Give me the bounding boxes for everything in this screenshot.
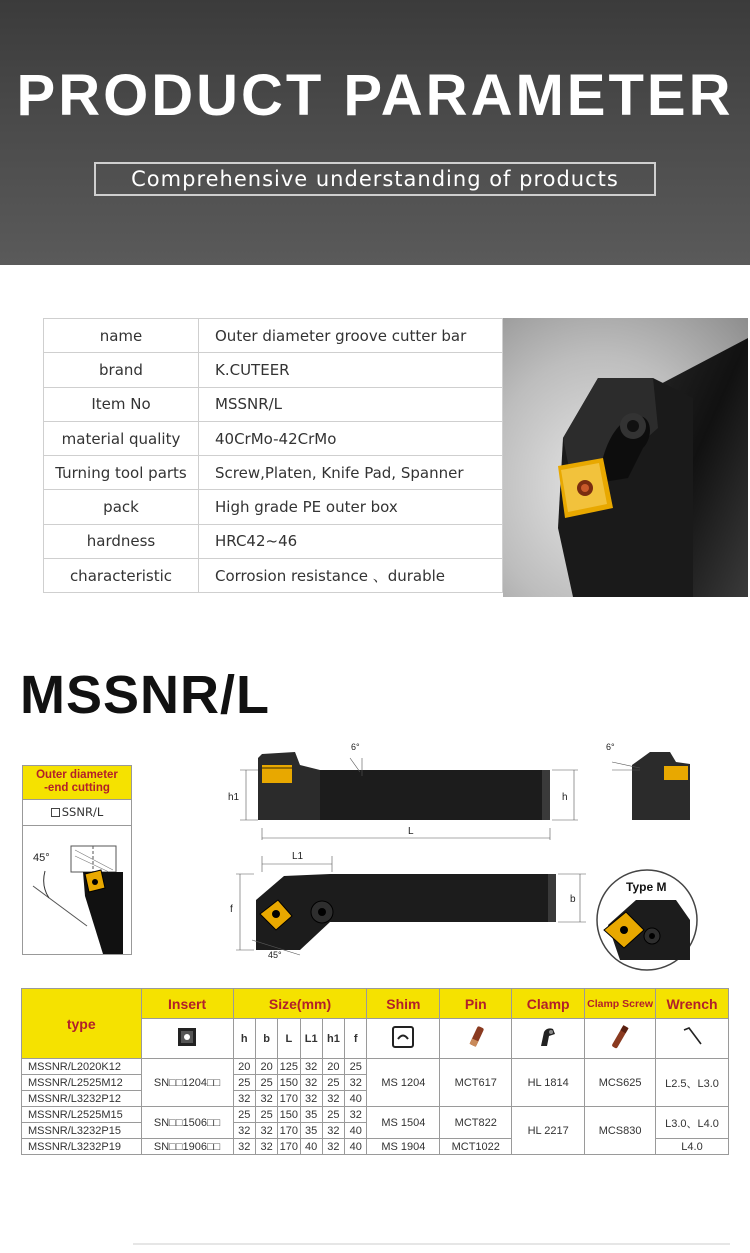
- size-col-f: f: [345, 1019, 367, 1059]
- wrench-cell: L2.5、L3.0: [656, 1059, 729, 1107]
- table-row: [22, 1107, 729, 1123]
- param-value: K.CUTEER: [199, 353, 503, 387]
- dim-cell: 32: [322, 1139, 344, 1155]
- dim-cell: 32: [345, 1075, 367, 1091]
- param-value: High grade PE outer box: [199, 490, 503, 524]
- wrench-icon-cell: [656, 1019, 729, 1059]
- header-wrench: Wrench: [656, 989, 729, 1019]
- dim-cell: 35: [300, 1107, 322, 1123]
- model-cell: MSSNR/L3232P12: [22, 1091, 142, 1107]
- end-view: [606, 742, 690, 820]
- dim-cell: 150: [279, 1108, 299, 1121]
- insert-icon-cell: [141, 1019, 233, 1059]
- param-row: [44, 559, 503, 593]
- pin-cell: MCT617: [440, 1059, 512, 1107]
- application-label-line2: -end cutting: [44, 782, 110, 794]
- dim-cell: 32: [255, 1139, 277, 1155]
- header-shim: Shim: [367, 989, 440, 1019]
- param-row: [44, 524, 503, 558]
- dim-cell: 25: [233, 1107, 255, 1123]
- end-angle-label: 6°: [606, 742, 615, 752]
- dim-b-label: b: [570, 894, 576, 905]
- dim-cell: 32: [300, 1059, 322, 1075]
- model-cell: MSSNR/L2020K12: [22, 1059, 142, 1075]
- application-angle-label: 45°: [33, 852, 50, 864]
- pin-icon: [463, 1024, 489, 1050]
- clamp-cell: HL 2217: [512, 1107, 585, 1155]
- dim-cell: 40: [345, 1139, 367, 1155]
- dim-cell: 32: [300, 1091, 322, 1107]
- insert-icon: [175, 1025, 199, 1049]
- param-row: [44, 387, 503, 421]
- param-value: Corrosion resistance 、durable: [199, 559, 503, 593]
- dim-h-label: h: [562, 792, 568, 803]
- dim-cell: 32: [322, 1091, 344, 1107]
- size-col-h1: h1: [322, 1019, 344, 1059]
- dim-cell: 32: [233, 1123, 255, 1139]
- dim-cell: 32: [233, 1091, 255, 1107]
- clamp-screw-icon-cell: [585, 1019, 656, 1059]
- spec-table: [21, 988, 729, 1155]
- tool-holder-image: [503, 318, 748, 597]
- type-m-detail: [597, 870, 697, 970]
- param-row: [44, 353, 503, 387]
- dim-h1-label: h1: [228, 792, 240, 803]
- side-angle-label: 6°: [351, 742, 360, 752]
- banner-subtitle: Comprehensive understanding of products: [94, 162, 656, 196]
- top-view: [230, 851, 586, 960]
- dim-cell: 170: [279, 1092, 299, 1105]
- application-label-line1: Outer diameter: [36, 769, 118, 781]
- dim-cell: 150: [279, 1076, 299, 1089]
- shim-icon-cell: [367, 1019, 440, 1059]
- dim-cell: 25: [322, 1107, 344, 1123]
- param-key: material quality: [44, 421, 199, 455]
- insert-cell: SN□□1506□□: [141, 1107, 233, 1139]
- top-angle-label: 45°: [268, 950, 282, 960]
- dim-cell: 32: [322, 1123, 344, 1139]
- dim-L-label: L: [408, 826, 414, 837]
- dim-f-label: f: [230, 904, 233, 915]
- param-key: hardness: [44, 524, 199, 558]
- header-clamp: Clamp: [512, 989, 585, 1019]
- dim-cell: 25: [255, 1107, 277, 1123]
- dim-cell: 20: [322, 1059, 344, 1075]
- param-row: [44, 421, 503, 455]
- param-value: HRC42~46: [199, 524, 503, 558]
- dim-cell: 35: [300, 1123, 322, 1139]
- param-value: 40CrMo-42CrMo: [199, 421, 503, 455]
- side-view: [228, 742, 578, 840]
- dim-cell: 32: [300, 1075, 322, 1091]
- application-code-text: SSNR/L: [61, 805, 104, 819]
- model-title: MSSNR/L: [20, 665, 270, 725]
- model-cell: MSSNR/L3232P19: [22, 1139, 142, 1155]
- dim-cell: 25: [322, 1075, 344, 1091]
- dim-cell: 32: [233, 1139, 255, 1155]
- banner: [0, 0, 750, 265]
- clamp-cell: HL 1814: [512, 1059, 585, 1107]
- dim-cell: 170: [279, 1140, 299, 1153]
- clamp-screw-icon: [607, 1024, 633, 1050]
- param-key: Item No: [44, 387, 199, 421]
- header-size: Size(mm): [233, 989, 367, 1019]
- dim-cell: 20: [255, 1059, 277, 1075]
- insert-cell: SN□□1906□□: [141, 1139, 233, 1155]
- shim-cell: MS 1904: [367, 1139, 440, 1155]
- param-key: name: [44, 319, 199, 353]
- wrench-icon: [679, 1024, 705, 1050]
- dim-cell: 32: [345, 1107, 367, 1123]
- header-insert: Insert: [141, 989, 233, 1019]
- param-value: Outer diameter groove cutter bar: [199, 319, 503, 353]
- param-key: Turning tool parts: [44, 456, 199, 490]
- dim-cell: 32: [255, 1123, 277, 1139]
- clamp-icon: [535, 1024, 561, 1050]
- dim-L1-label: L1: [292, 851, 304, 862]
- param-row: [44, 319, 503, 353]
- clamp-screw-cell: MCS625: [585, 1059, 656, 1107]
- dim-cell: 25: [255, 1075, 277, 1091]
- pin-cell: MCT822: [440, 1107, 512, 1139]
- model-cell: MSSNR/L2525M15: [22, 1107, 142, 1123]
- dim-cell: 40: [300, 1139, 322, 1155]
- pin-icon-cell: [440, 1019, 512, 1059]
- type-m-label: Type M: [626, 880, 667, 894]
- technical-drawing: [0, 735, 750, 975]
- banner-title: PRODUCT PARAMETER: [16, 63, 734, 128]
- pin-cell: MCT1022: [440, 1139, 512, 1155]
- dim-cell: 25: [345, 1059, 367, 1075]
- table-row: [22, 1059, 729, 1075]
- dim-cell: 170: [279, 1124, 299, 1137]
- shim-cell: MS 1204: [367, 1059, 440, 1107]
- footer-divider: [133, 1243, 730, 1245]
- dim-cell: 40: [345, 1123, 367, 1139]
- header-pin: Pin: [440, 989, 512, 1019]
- size-col-b: b: [255, 1019, 277, 1059]
- dim-cell: 20: [233, 1059, 255, 1075]
- dim-cell: 25: [233, 1075, 255, 1091]
- param-value: MSSNR/L: [199, 387, 503, 421]
- param-key: pack: [44, 490, 199, 524]
- shim-cell: MS 1504: [367, 1107, 440, 1139]
- size-col-h: h: [233, 1019, 255, 1059]
- clamp-screw-cell: MCS830: [585, 1107, 656, 1155]
- header-type: type: [22, 989, 142, 1059]
- dim-cell: 125: [279, 1060, 299, 1073]
- model-cell: MSSNR/L3232P15: [22, 1123, 142, 1139]
- size-col-L: L: [278, 1019, 300, 1059]
- param-row: [44, 490, 503, 524]
- dim-cell: 32: [255, 1091, 277, 1107]
- header-clamp-screw: Clamp Screw: [585, 989, 656, 1019]
- insert-cell: SN□□1204□□: [141, 1059, 233, 1107]
- shim-icon: [390, 1024, 416, 1050]
- param-row: [44, 456, 503, 490]
- param-value: Screw,Platen, Knife Pad, Spanner: [199, 456, 503, 490]
- clamp-icon-cell: [512, 1019, 585, 1059]
- parameter-table: [43, 318, 503, 593]
- dim-cell: 40: [345, 1091, 367, 1107]
- model-cell: MSSNR/L2525M12: [22, 1075, 142, 1091]
- product-photo: [503, 318, 748, 597]
- param-key: brand: [44, 353, 199, 387]
- size-col-L1: L1: [300, 1019, 322, 1059]
- param-key: characteristic: [44, 559, 199, 593]
- wrench-cell: L3.0、L4.0: [656, 1107, 729, 1139]
- wrench-cell: L4.0: [656, 1139, 729, 1155]
